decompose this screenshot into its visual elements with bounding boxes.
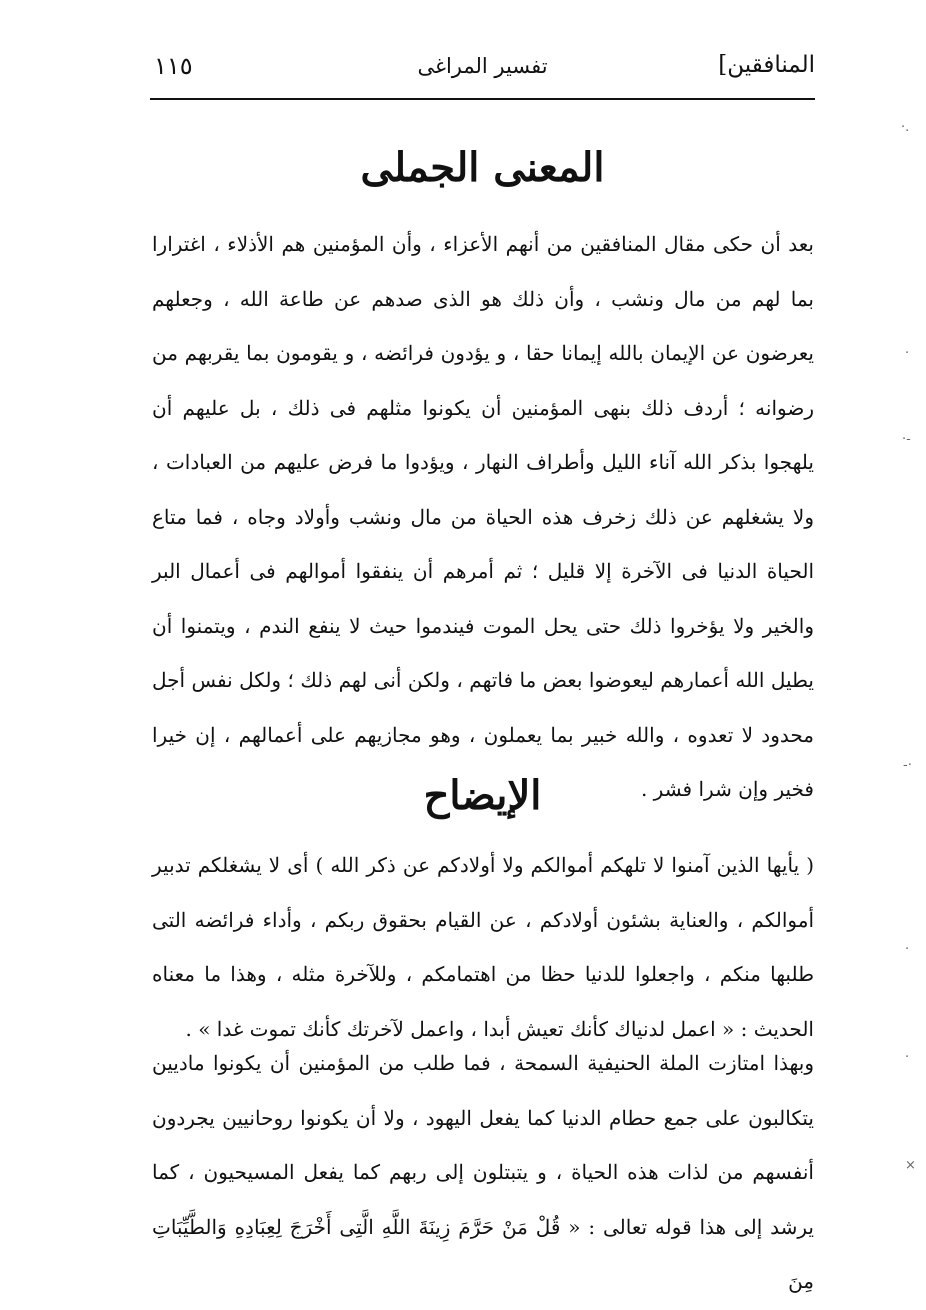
section-title-explanation: الإيضاح bbox=[423, 772, 542, 819]
paragraph-explanation-1: ( يأيها الذين آمنوا لا تلهكم أموالكم ولا أولادكم عن ذكر الله ) أى لا يشغلكم تدبير أموالكم ، والعناية بشئون أولادكم ، عن القيام بحقوق ربكم ، وأداء فرائضه التى طلبها منكم ، واجعلوا للدنيا حظا من اهتمامكم ، وللآخرة مثله ، وهذا ما معناه الحديث : « اعمل لدنياك كأنك تعيش أبدا ، واعمل لآخرتك كأنك تموت غدا » . bbox=[152, 853, 814, 1041]
scan-speck: × bbox=[905, 1158, 916, 1173]
book-title: تفسير المراغى bbox=[417, 54, 548, 78]
scan-speck: ·. bbox=[901, 120, 910, 135]
page-number: ١١٥ bbox=[154, 52, 193, 80]
section-title-general-meaning: المعنى الجملى bbox=[360, 144, 605, 191]
paragraph-explanation-2: وبهذا امتازت الملة الحنيفية السمحة ، فما طلب من المؤمنين أن يكونوا ماديين يتكالبون على جمع حطام الدنيا كما يفعل اليهود ، ولا أن يكونوا روحانيين يجردون أنفسهم من لذات هذه الحياة ، و يتبتلون إلى ربهم كما يفعل المسيحيون ، كما يرشد إلى هذا قوله تعالى : « قُلْ مَنْ حَرَّمَ زِينَةَ اللَّهِ الَّتِى أَخْرَجَ لِعِبَادِهِ وَالطَّيِّبَاتِ مِنَ bbox=[152, 1051, 814, 1293]
paragraph-general-meaning: بعد أن حكى مقال المنافقين من أنهم الأعزاء ، وأن المؤمنين هم الأذلاء ، اغترارا بما لهم من مال ونشب ، وأن ذلك هو الذى صدهم عن طاعة الله ، وجعلهم يعرضون عن الإيمان بالله إيمانا حقا ، و يؤدون فرائضه ، و يقومون بما يقربهم من رضوانه ؛ أردف ذلك بنهى المؤمنين أن يكونوا مثلهم فى ذلك ، بل عليهم أن يلهجوا بذكر الله آناء الليل وأطراف النهار ، ويؤدوا ما فرض عليهم من العبادات ، ولا يشغلهم عن ذلك زخرف هذه الحياة من مال ونشب وأولاد وجاه ، فما متاع الحياة الدنيا فى الآخرة إلا قليل ؛ ثم أمرهم أن ينفقوا أموالهم فى أعمال البر والخير ولا يؤخروا ذلك حتى يحل الموت فيندموا حيث لا ينفع الندم ، ويتمنوا أن يطيل الله أعمارهم ليعوضوا بعض ما فاتهم ، ولكن أنى لهم ذلك ؛ ولكل نفس أجل محدود لا تعدوه ، والله خبير بما يعملون ، وهو مجازيهم على أعمالهم ، إن خيرا فخير وإن شرا فشر . bbox=[152, 232, 815, 801]
page-header bbox=[150, 50, 815, 96]
scan-speck: · bbox=[905, 1050, 910, 1065]
scan-speck: · bbox=[905, 942, 910, 957]
chapter-label: المنافقين] bbox=[718, 52, 815, 78]
scan-speck: · bbox=[905, 346, 910, 361]
header-rule bbox=[150, 98, 815, 100]
scan-speck: -· bbox=[903, 758, 912, 773]
scan-speck: ·- bbox=[902, 432, 911, 447]
